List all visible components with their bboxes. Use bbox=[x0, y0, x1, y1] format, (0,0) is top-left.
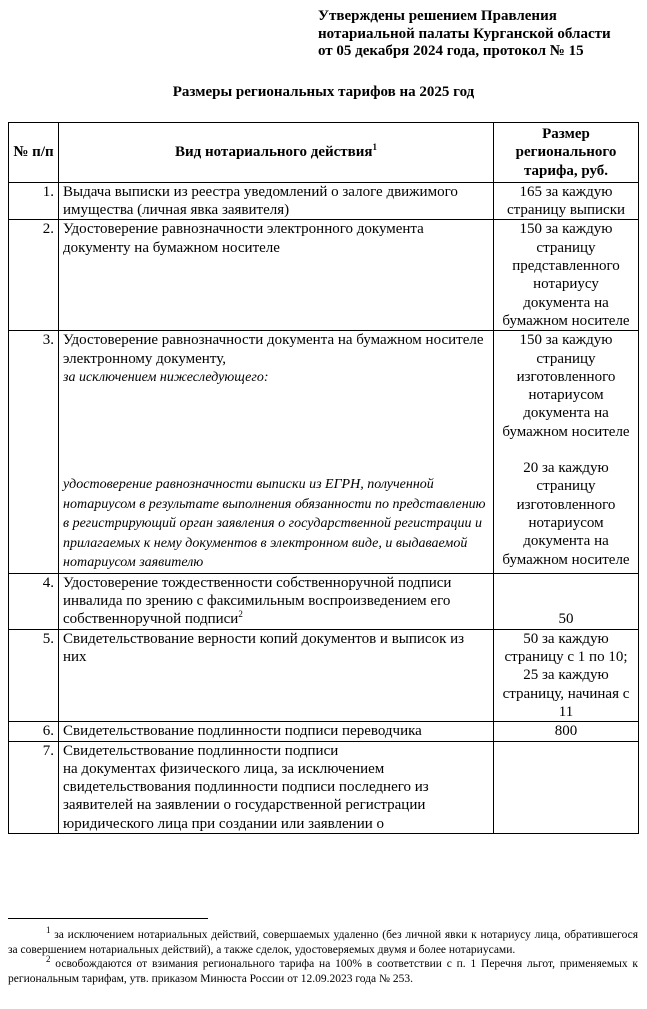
header-action: Вид нотариального действия$^1$ bbox=[59, 123, 494, 183]
footnotes bbox=[8, 925, 638, 986]
row-value bbox=[494, 331, 639, 574]
row-value: 800 bbox=[494, 722, 639, 741]
table-row bbox=[9, 741, 639, 833]
row-action-main: Свидетельствование подлинности подписи bbox=[63, 742, 339, 759]
row-num: 2. bbox=[9, 220, 59, 331]
table-row bbox=[9, 629, 639, 721]
row-value-main: 50 за каждую страницу с 1 по 10; bbox=[504, 630, 628, 666]
row-value: 165 за каждую страницу выписки bbox=[494, 182, 639, 220]
row-action: Удостоверение тождественности собственноручной подписи инвалида по зрению с факсимильным воспроизведением его собственноручной подписи$^2$ bbox=[59, 573, 494, 629]
row-action-main: Удостоверение равнозначности документа на бумажном носителе электронному документу, bbox=[63, 332, 484, 367]
footnote: $^1$ за исключением нотариальных действий, совершаемых удаленно (без личной явки к нотариусу лица, обратившегося за совершением нотариальных действий), а также сделок, удостоверяемых двумя и более нотариусами. bbox=[8, 925, 638, 956]
approval-note bbox=[318, 8, 638, 61]
row-sub-value: 20 за каждую страницу изготовленного нотариусом документа на бумажном носителе bbox=[502, 460, 630, 568]
tariff-table bbox=[8, 122, 639, 834]
row-num: 5. bbox=[9, 629, 59, 721]
row-action bbox=[59, 741, 494, 833]
row-action: Свидетельствование подлинности подписи переводчика bbox=[59, 722, 494, 741]
spacer bbox=[63, 387, 489, 475]
row-action-note: за исключением нижеследующего: bbox=[63, 369, 269, 385]
table-row bbox=[9, 573, 639, 629]
footnote-divider bbox=[8, 918, 208, 919]
row-value-main: 150 за каждую страницу изготовленного нотариусом документа на бумажном носителе bbox=[502, 332, 630, 440]
table-row bbox=[9, 220, 639, 331]
row-num: 1. bbox=[9, 182, 59, 220]
row-action-cont: на документах физического лица, за исключением свидетельствования подлинности подписи последнего из заявителей на заявлении о государственной регистрации юридического лица при создании или заявлении о bbox=[63, 760, 429, 832]
row-num: 4. bbox=[9, 573, 59, 629]
table-row bbox=[9, 722, 639, 741]
footnote: $^2$ освобождаются от взимания регионального тарифа на 100% в соответствии с п. 1 Перечня льгот, применяемых к региональным тарифам, утв. приказом Минюста России от 12.09.2023 года № 253. bbox=[8, 954, 638, 985]
row-action: Выдача выписки из реестра уведомлений о залоге движимого имущества (личная явка заявителя) bbox=[59, 182, 494, 220]
spacer bbox=[498, 441, 634, 459]
row-num: 7. bbox=[9, 741, 59, 833]
document-title: Размеры региональных тарифов на 2025 год bbox=[172, 84, 475, 100]
header-num: № п/п bbox=[9, 123, 59, 183]
row-action: Свидетельствование верности копий документов и выписок из них bbox=[59, 629, 494, 721]
footnote-ref-2: 2 bbox=[238, 609, 243, 620]
table-row bbox=[9, 331, 639, 574]
row-action: Удостоверение равнозначности электронного документа документу на бумажном носителе bbox=[59, 220, 494, 331]
table-row bbox=[9, 182, 639, 220]
footnote-ref-1: 1 bbox=[372, 142, 378, 153]
header-size: Размер регионального тарифа, руб. bbox=[494, 123, 639, 183]
approval-line-1: Утверждены решением Правления bbox=[318, 8, 557, 24]
approval-line-2: нотариальной палаты Курганской области bbox=[318, 25, 611, 42]
row-num: 6. bbox=[9, 722, 59, 741]
row-value-secondary: 25 за каждую страницу, начиная с 11 bbox=[502, 667, 630, 720]
row-value bbox=[494, 741, 639, 833]
table-header-row bbox=[9, 123, 639, 183]
row-value: 50 bbox=[494, 573, 639, 629]
row-value bbox=[494, 629, 639, 721]
row-value: 150 за каждую страницу представленного нотариусу документа на бумажном носителе bbox=[494, 220, 639, 331]
row-sub-action: удостоверение равнозначности выписки из ЕГРН, полученной нотариусом в результате выполнения обязанности по представлению в регистрирующий орган заявления о государственной регистрации и прилагаемых к нему документов в электронном виде, и выдаваемой нотариусом заявителю bbox=[63, 477, 486, 571]
approval-line-3: от 05 декабря 2024 года, протокол № 15 bbox=[318, 43, 584, 59]
row-num: 3. bbox=[9, 331, 59, 574]
row-action bbox=[59, 331, 494, 574]
